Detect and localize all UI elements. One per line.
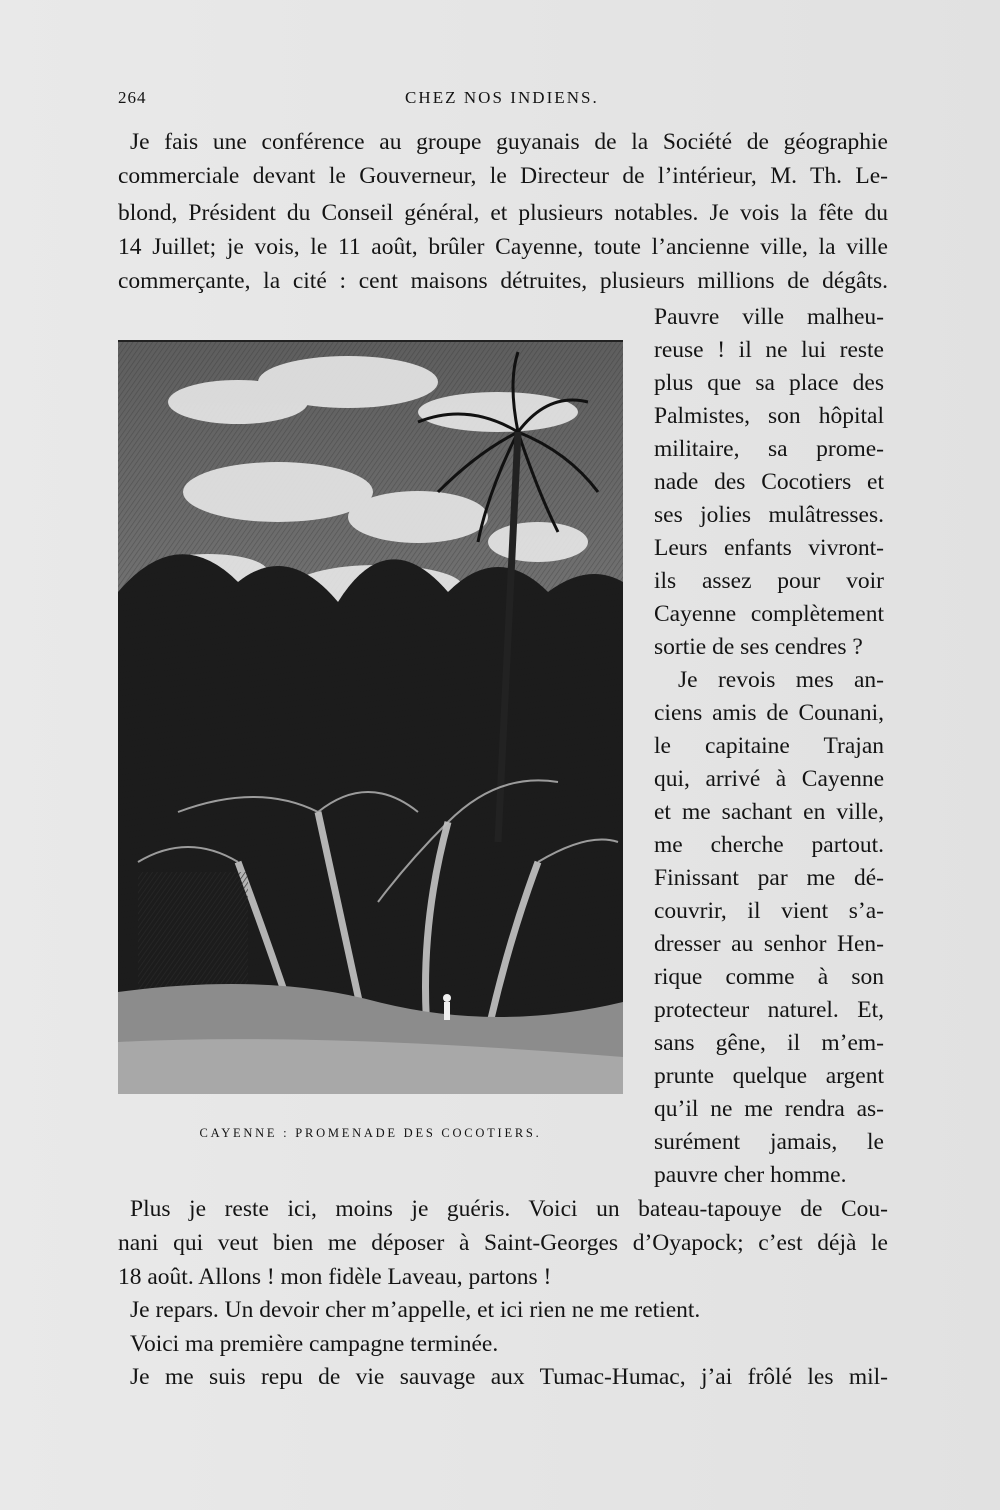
column-line: ciens amis de Counani, — [654, 700, 884, 726]
column-line: Leurs enfants vivront- — [654, 535, 884, 561]
column-line: qu’il ne me rendra as- — [654, 1096, 884, 1122]
column-line: militaire, sa prome- — [654, 436, 884, 462]
page-number: 264 — [118, 88, 147, 107]
text-line: commerçante, la cité : cent maisons détruites, plusieurs millions de dégâts. — [118, 268, 888, 294]
column-line: ils assez pour voir — [654, 568, 884, 594]
column-line: reuse ! il ne lui reste — [654, 337, 884, 363]
column-line: et me sachant en ville, — [654, 799, 884, 825]
column-line: protecteur naturel. Et, — [654, 997, 884, 1023]
column-line: couvrir, il vient s’a- — [654, 898, 884, 924]
column-line: Finissant par me dé- — [654, 865, 884, 891]
text-line: 18 août. Allons ! mon fidèle Laveau, partons ! — [118, 1264, 552, 1290]
text-line: Je me suis repu de vie sauvage aux Tumac-Humac, j’ai frôlé les mil- — [130, 1364, 888, 1390]
column-line: Palmistes, son hôpital — [654, 403, 884, 429]
column-line: Cayenne complètement — [654, 601, 884, 627]
column-line: nade des Cocotiers et — [654, 469, 884, 495]
column-line: Pauvre ville malheu- — [654, 304, 884, 330]
column-line: surément jamais, le — [654, 1129, 884, 1155]
text-line: Je fais une conférence au groupe guyanais de la Société de géographie — [130, 129, 888, 155]
column-line: qui, arrivé à Cayenne — [654, 766, 884, 792]
column-line: me cherche partout. — [654, 832, 884, 858]
column-line: le capitaine Trajan — [654, 733, 884, 759]
column-line: dresser au senhor Hen- — [654, 931, 884, 957]
page-header — [118, 84, 888, 114]
text-line: Je repars. Un devoir cher m’appelle, et ici rien ne me retient. — [130, 1297, 701, 1323]
column-line: prunte quelque argent — [654, 1063, 884, 1089]
column-line: ses jolies mulâtresses. — [654, 502, 884, 528]
column-line: sortie de ses cendres ? — [654, 634, 863, 660]
column-line: plus que sa place des — [654, 370, 884, 396]
column-line: sans gêne, il m’em- — [654, 1030, 884, 1056]
column-line: Je revois mes an- — [678, 667, 884, 693]
running-title: CHEZ NOS INDIENS. — [405, 88, 599, 107]
text-line: 14 Juillet; je vois, le 11 août, brûler Cayenne, toute l’ancienne ville, la ville — [118, 234, 888, 260]
text-line: commerciale devant le Gouverneur, le Directeur de l’intérieur, M. Th. Le- — [118, 163, 888, 189]
column-line: pauvre cher homme. — [654, 1162, 847, 1188]
figure-caption: CAYENNE : PROMENADE DES COCOTIERS. — [199, 1126, 542, 1140]
text-line: Voici ma première campagne terminée. — [130, 1331, 499, 1357]
text-line: Plus je reste ici, moins je guéris. Voici un bateau-tapouye de Cou- — [130, 1196, 888, 1222]
column-line: rique comme à son — [654, 964, 884, 990]
engraving-illustration — [118, 340, 623, 1094]
palm-trees-engraving — [118, 342, 623, 1094]
text-line: nani qui veut bien me déposer à Saint-Georges d’Oyapock; c’est déjà le — [118, 1230, 888, 1256]
text-line: blond, Président du Conseil général, et plusieurs notables. Je vois la fête du — [118, 200, 888, 226]
